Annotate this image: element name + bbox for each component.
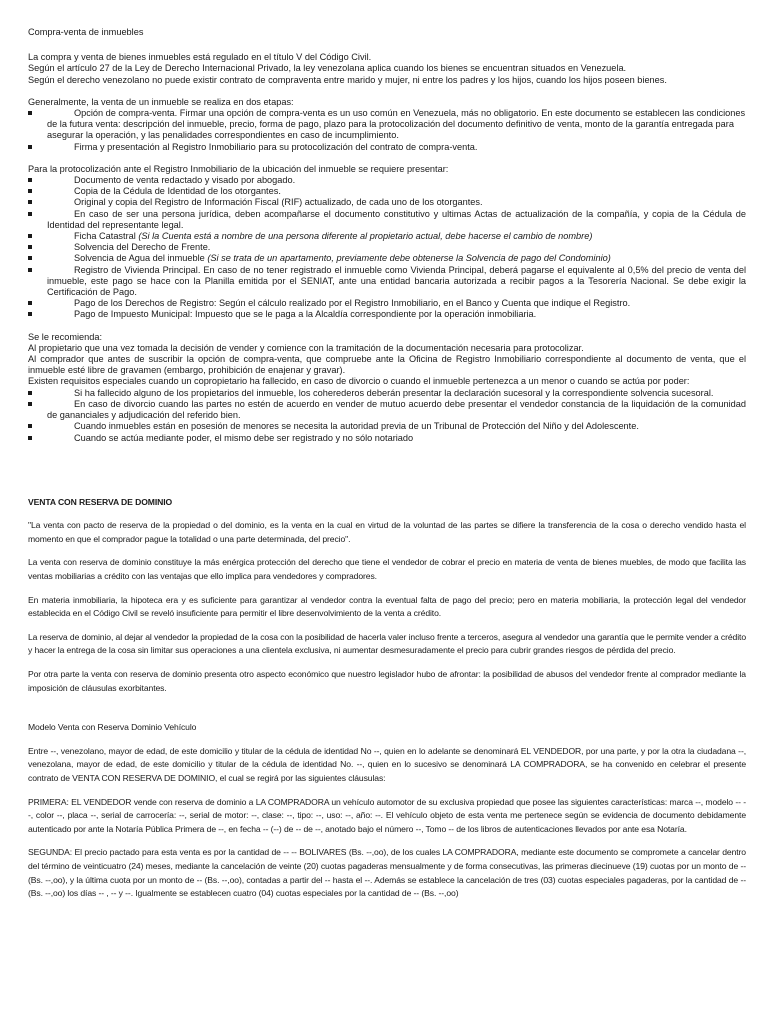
bullet-icon bbox=[28, 212, 32, 216]
clausula-primera: PRIMERA: EL VENDEDOR vende con reserva de dominio a LA COMPRADORA un vehículo automotor de su exclusiva propiedad que posee las siguientes características: marca --, modelo -- --, color --, placa --, serial de carrocería: --, serial de motor: --, clase: --, tipo: --, uso: --, año: --. El vehículo objeto de esta venta me pertenece según se evidencia de documento debidamente autenticado por ante la Notaría Pública Primera de --, en fecha -- (--) de -- de --, anotado bajo el número --, Tomo -- de los libros de autenticaciones llevados por ante esa Notaría. bbox=[28, 796, 746, 834]
bullet-icon bbox=[28, 200, 32, 204]
modelo-heading: Modelo Venta con Reserva Dominio Vehículo bbox=[28, 722, 197, 733]
bullet-icon bbox=[28, 424, 32, 428]
section-compraventa bbox=[28, 27, 746, 444]
list-item: En caso de ser una persona jurídica, deben acompañarse el documento constitutivo y ultimas Actas de actualización de la compañía, y copia de la Cédula de Identidad del representante legal. bbox=[28, 209, 746, 231]
recomienda-line: Al propietario que una vez tomada la decisión de vender y comience con la tramitación de la documentación necesaria para protocolizar. bbox=[28, 342, 584, 353]
recomienda-line: Se le recomienda: bbox=[28, 331, 103, 342]
bullet-icon bbox=[28, 111, 32, 115]
list-item: Copia de la Cédula de Identidad de los otorgantes. bbox=[28, 186, 746, 197]
bullet-icon bbox=[28, 268, 32, 272]
list-item: Original y copia del Registro de Información Fiscal (RIF) actualizado, de cada uno de los otorgantes. bbox=[28, 197, 746, 208]
bullet-icon bbox=[28, 301, 32, 305]
list-item: Ficha Catastral (Si la Cuenta está a nombre de una persona diferente al propietario actual, debe hacerse el cambio de nombre) bbox=[28, 231, 746, 242]
list-item: Firma y presentación al Registro Inmobiliario para su protocolización del contrato de compra-venta. bbox=[28, 142, 746, 153]
intro-line: Según el derecho venezolano no puede existir contrato de compraventa entre marido y mujer, ni entre los padres y los hijos, cuando los hijos poseen bienes. bbox=[28, 74, 667, 85]
modelo-intro: Entre --, venezolano, mayor de edad, de este domicilio y titular de la cédula de identidad No --, quien en lo adelante se denominará EL VENDEDOR, por una parte, y por la otra la ciudadana --, venezolana, mayor de edad, de este domicilio y titular de la cédula de identidad No. --, quien en lo sucesivo se denominará LA COMPRADORA, se ha convenido en celebrar el presente contrato de VENTA CON RESERVA DE DOMINIO, el cual se regirá por las siguientes cláusulas: bbox=[28, 745, 746, 784]
etapas-intro: Generalmente, la venta de un inmueble se realiza en dos etapas: bbox=[28, 96, 294, 107]
list-item: Opción de compra-venta. Firmar una opción de compra-venta es un uso común en Venezuela, más no obligatorio. En este documento se establecen las condiciones de la futura venta: descripción del inmueble, precio, forma de pago, plazo para la protocolización del documento definitivo de venta, monto de la garantía entregada para asegurar la operación, y las penalidades correspondientes en caso de incumplimiento. bbox=[28, 108, 746, 142]
etapas-list bbox=[28, 108, 746, 153]
section-heading: VENTA CON RESERVA DE DOMINIO bbox=[28, 496, 173, 507]
list-item: En caso de divorcio cuando las partes no estén de acuerdo en vender de mutuo acuerdo debe presentar el vendedor constancia de la liquidación de la comunidad de gananciales y adjudicación del referido bien. bbox=[28, 399, 746, 421]
paragraph: La venta con reserva de dominio constituye la más enérgica protección del derecho que tiene el vendedor de cobrar el precio en materia de venta de bienes muebles, de modo que facilita las ventas mobiliarias a crédito con las ventajas que ello implica para vendedores y compradores. bbox=[28, 557, 746, 582]
list-item: Solvencia de Agua del inmueble (Si se trata de un apartamento, previamente debe obtenerse la Solvencia de pago del Condominio) bbox=[28, 253, 746, 264]
bullet-icon bbox=[28, 245, 32, 249]
clausula-label: PRIMERA: bbox=[28, 796, 69, 807]
recomienda-line: Al comprador que antes de suscribir la opción de compra-venta, que compruebe ante la Oficina de Registro Inmobiliario correspondiente al documento de venta, que el inmueble esté libre de gravamen (embargo, prohibición de enajenar y gravar). bbox=[28, 354, 746, 376]
bullet-icon bbox=[28, 256, 32, 260]
requisitos-list bbox=[28, 175, 746, 321]
bullet-icon bbox=[28, 391, 32, 395]
list-item: Cuando se actúa mediante poder, el mismo debe ser registrado y no sólo notariado bbox=[28, 433, 746, 444]
list-item: Cuando inmuebles están en posesión de menores se necesita la autoridad previa de un Tribunal de Protección del Niño y del Adolescente. bbox=[28, 421, 746, 432]
bullet-icon bbox=[28, 178, 32, 182]
list-item: Documento de venta redactado y visado por abogado. bbox=[28, 175, 746, 186]
especiales-list bbox=[28, 388, 746, 444]
recomienda-line: Existen requisitos especiales cuando un copropietario ha fallecido, en caso de divorcio o cuando el inmueble pertenezca a un menor o cuando se actúa por poder: bbox=[28, 376, 690, 387]
list-item: Pago de los Derechos de Registro: Según el cálculo realizado por el Registro Inmobiliario, en el Banco y Cuenta que indique el Registro. bbox=[28, 298, 746, 309]
paragraph: "La venta con pacto de reserva de la propiedad o del dominio, es la venta en la cual en virtud de la voluntad de las partes se difiere la transferencia de la cosa o derecho vendido hasta el momento en que el comprador pague la totalidad o una parte determinada, del precio". bbox=[28, 520, 746, 544]
requisitos-intro: Para la protocolización ante el Registro Inmobiliario de la ubicación del inmueble se requiere presentar: bbox=[28, 163, 449, 174]
paragraph: Por otra parte la venta con reserva de dominio presenta otro aspecto económico que nuestro legislador hubo de afrontar: la posibilidad de abusos del vendedor frente al comprador mediante la imposición de cláusulas exorbitantes. bbox=[28, 669, 746, 693]
intro-line: Según el artículo 27 de la Ley de Derecho Internacional Privado, la ley venezolana aplica cuando los bienes se encuentran situados en Venezuela. bbox=[28, 63, 627, 74]
intro-line: La compra y venta de bienes inmuebles está regulado en el título V del Código Civil. bbox=[28, 52, 372, 63]
list-item: Pago de Impuesto Municipal: Impuesto que se le paga a la Alcaldía correspondiente por la operación inmobiliaria. bbox=[28, 309, 746, 320]
bullet-icon bbox=[28, 312, 32, 316]
paragraph: En materia inmobiliaria, la hipoteca era y es suficiente para garantizar al vendedor contra la eventual falta de pago del precio; pero en materia mobiliaria, la protección legal del vendedor establecida en el Código Civil se reveló insuficiente para permitir el libre desenvolvimiento de la venta a crédito. bbox=[28, 594, 746, 619]
section-reserva-dominio bbox=[28, 496, 746, 901]
bullet-icon bbox=[28, 234, 32, 238]
clausula-label: SEGUNDA: bbox=[28, 847, 73, 858]
list-item: Registro de Vivienda Principal. En caso de no tener registrado el inmueble como Vivienda Principal, deberá pagarse el equivalente al 0,5% del precio de venta del inmueble, este pago se hace con la Planilla emitida por el SENIAT, ante una entidad bancaria autorizada a recibir pagos a la Tesorería Nacional. Se debe exigir la Certificación de Pago. bbox=[28, 265, 746, 299]
clausula-segunda: SEGUNDA: El precio pactado para esta venta es por la cantidad de -- -- BOLIVARES (Bs. --,oo), de los cuales LA COMPRADORA, mediante este documento se compromete a cancelar dentro del término de veinticuatro (24) meses, mediante la cancelación de veinte (20) cuotas pagaderas mensualmente y de forma consecutivas, las primeras diecinueve (19) cuotas por un monto de -- (Bs. --,oo), y la última cuota por un monto de -- (Bs. --,oo), contadas a partir del -- hasta el --. Además se establece la cancelación de tres (03) cuotas especiales pagaderas, por la cantidad de -- (Bs. --,oo) los días -- , -- y --. Igualmente se establecen cuatro (04) cuotas especiales por la cantidad de -- (Bs. --,oo) bbox=[28, 847, 746, 899]
list-item: Si ha fallecido alguno de los propietarios del inmueble, los coherederos deberán presentar la declaración sucesoral y la correspondiente solvencia sucesoral. bbox=[28, 388, 746, 399]
bullet-icon bbox=[28, 402, 32, 406]
bullet-icon bbox=[28, 436, 32, 440]
section-title: Compra-venta de inmuebles bbox=[28, 27, 144, 37]
list-item: Solvencia del Derecho de Frente. bbox=[28, 242, 746, 253]
paragraph: La reserva de dominio, al dejar al vendedor la propiedad de la cosa con la posibilidad de hacerla valer incluso frente a terceros, asegura al vendedor una garantía que le permite vender a crédito y hacer la entrega de la cosa sin limitar sus operaciones a una clientela exclusiva, ni aumentar desmesuradamente el precio para cubrir grandes riesgos de pérdida del precio. bbox=[28, 631, 746, 656]
bullet-icon bbox=[28, 189, 32, 193]
bullet-icon bbox=[28, 145, 32, 149]
